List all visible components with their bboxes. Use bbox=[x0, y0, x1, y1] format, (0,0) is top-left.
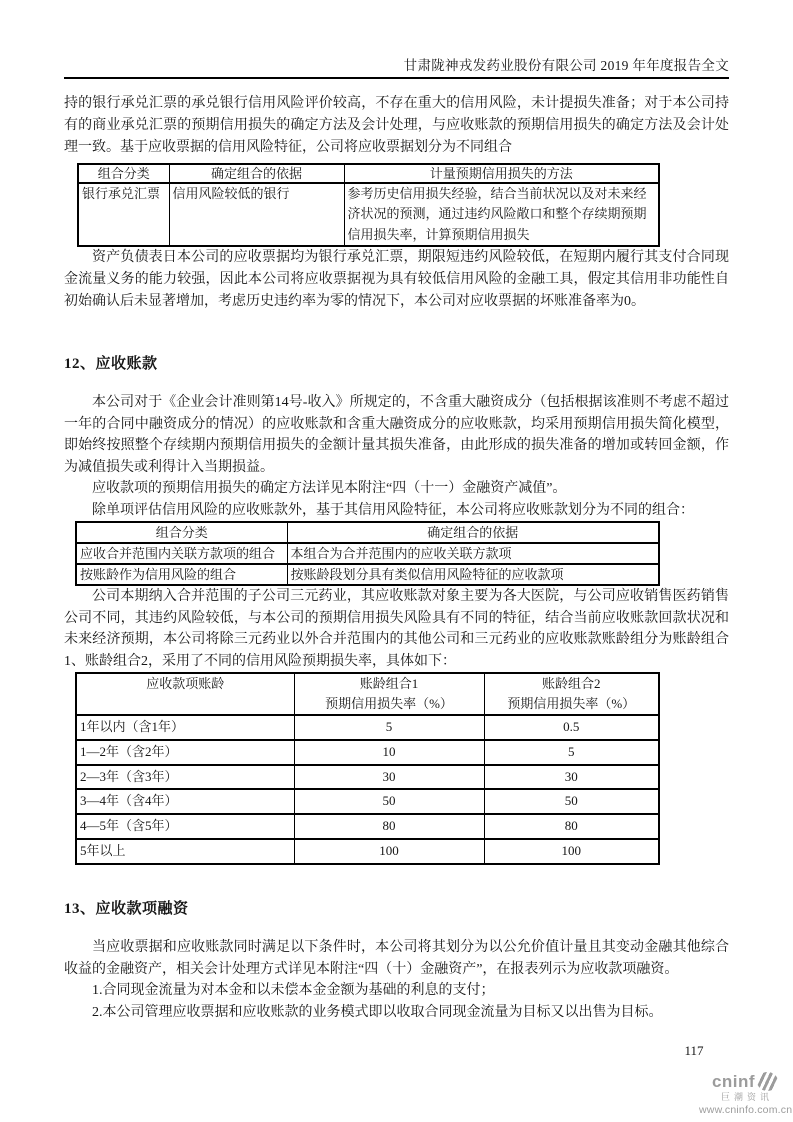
section-heading-13: 13、应收款项融资 bbox=[64, 901, 189, 917]
aging-bucket: 3—4年（含4年） bbox=[76, 789, 294, 814]
aging-group1-label: 账龄组合1 bbox=[359, 676, 419, 691]
paragraph-sanyuan-pharma: 公司本期纳入合并范围的子公司三元药业，其应收账款对象主要为各大医院，与公司应收销售医药销售公司不同，其违约风险较低，与本公司的预期信用损失风险具有不同的特征，结合当前应收账款回款状况和未来经济预期，本公司将除三元药业以外合并范围内的其他公司和三元药业的应收账款账龄组分为账龄组合1、账龄组合2，采用了不同的信用风险预期损失率，具体如下： bbox=[64, 589, 729, 669]
table3-header-group1 bbox=[294, 673, 484, 715]
cninfo-caption: 巨潮资讯 bbox=[720, 1092, 773, 1102]
table-row bbox=[76, 740, 659, 765]
aging-bucket: 4—5年（含5年） bbox=[76, 814, 294, 839]
table-row bbox=[76, 814, 659, 839]
table1-header-portfolio-class: 组合分类 bbox=[78, 164, 169, 183]
cninfo-logo bbox=[699, 1072, 791, 1116]
table3-header-aging: 应收款项账龄 bbox=[76, 673, 294, 715]
table2-cell: 按账龄段划分具有类似信用风险特征的应收款项 bbox=[287, 564, 659, 585]
bills-portfolio-table bbox=[77, 163, 660, 247]
table-row bbox=[76, 543, 659, 564]
table-header-row bbox=[76, 673, 659, 715]
table2-cell: 按账龄作为信用风险的组合 bbox=[76, 564, 287, 585]
page-number: 117 bbox=[684, 1043, 704, 1058]
loss-rate-group1: 50 bbox=[294, 789, 484, 814]
aging-group2-label: 账龄组合2 bbox=[541, 676, 601, 691]
loss-rate-group2: 100 bbox=[484, 839, 659, 864]
aging-bucket: 1年以内（含1年） bbox=[76, 715, 294, 740]
header-rule bbox=[64, 77, 729, 79]
aging-bucket: 5年以上 bbox=[76, 839, 294, 864]
aging-group2-sublabel: 预期信用损失率（%） bbox=[507, 696, 636, 711]
cninfo-url: www.cninfo.com.cn bbox=[699, 1104, 793, 1116]
table-row bbox=[76, 789, 659, 814]
loss-rate-group1: 10 bbox=[294, 740, 484, 765]
table1-cell-basis: 信用风险较低的银行 bbox=[169, 183, 344, 246]
loss-rate-group2: 0.5 bbox=[484, 715, 659, 740]
table-row bbox=[76, 839, 659, 864]
table-header-row bbox=[78, 164, 659, 183]
receivables-portfolio-table bbox=[75, 521, 660, 586]
table1-cell-method: 参考历史信用损失经验，结合当前状况以及对未来经济状况的预测，通过违约风险敞口和整个存续期预期信用损失率，计算预期信用损失 bbox=[344, 183, 659, 246]
aging-bucket: 1—2年（含2年） bbox=[76, 740, 294, 765]
loss-rate-group1: 30 bbox=[294, 765, 484, 790]
cninfo-swirl-globe-icon bbox=[757, 1072, 778, 1091]
loss-rate-group1: 100 bbox=[294, 839, 484, 864]
table-row bbox=[76, 715, 659, 740]
cninfo-brand-text: cninf bbox=[711, 1071, 756, 1091]
paragraph-portfolio-split-intro: 除单项评估信用风险的应收账款外，基于其信用风险特征，本公司将应收账款划分为不同的组合： bbox=[92, 502, 694, 518]
table2-header-portfolio-class: 组合分类 bbox=[76, 522, 287, 543]
table2-cell: 应收合并范围内关联方款项的组合 bbox=[76, 543, 287, 564]
table-row bbox=[76, 564, 659, 585]
loss-rate-group1: 5 bbox=[294, 715, 484, 740]
table-header-row bbox=[76, 522, 659, 543]
table-row bbox=[78, 183, 659, 246]
aging-group1-sublabel: 预期信用损失率（%） bbox=[325, 696, 453, 711]
loss-rate-group2: 80 bbox=[484, 814, 659, 839]
table1-header-basis: 确定组合的依据 bbox=[169, 164, 344, 183]
loss-rate-group2: 5 bbox=[484, 740, 659, 765]
paragraph-receivables-financing: 当应收票据和应收账款同时满足以下条件时，本公司将其划分为以公允价值计量且其变动金融其他综合收益的金融资产，相关会计处理方式详见本附注“四（十）金融资产”，在报表列示为应收款项融资。 bbox=[64, 940, 729, 977]
aging-bucket: 2—3年（含3年） bbox=[76, 765, 294, 790]
loss-rate-group2: 50 bbox=[484, 789, 659, 814]
section13-paragraph-block bbox=[64, 937, 729, 1023]
loss-rate-group2: 30 bbox=[484, 765, 659, 790]
paragraph-balance-sheet-notes: 资产负债表日本公司的应收票据均为银行承兑汇票，期限短违约风险较低，在短期内履行其支付合同现金流量义务的能力较强，因此本公司将应收票据视为具有较低信用风险的金融工具，假定其信用非功能性自初始确认后未显著增加，考虑历史违约率为零的情况下，本公司对应收票据的坏账准备率为0。 bbox=[64, 250, 729, 309]
section-heading-12: 12、应收账款 bbox=[64, 356, 158, 372]
paragraph-note-reference: 应收款项的预期信用损失的确定方法详见本附注“四（十一）金融资产减值”。 bbox=[92, 481, 567, 497]
condition-item-2: 2.本公司管理应收票据和应收账款的业务模式即以收取合同现金流量为目标又以出售为目标。 bbox=[92, 1004, 663, 1020]
paragraph-bank-acceptance-risk: 持的银行承兑汇票的承兑银行信用风险评价较高，不存在重大的信用风险，未计提损失准备；对于本公司持有的商业承兑汇票的预期信用损失的确定方法及会计处理，与应收账款的预期信用损失的确定方法及会计处理一致。基于应收票据的信用风险特征，公司将应收票据划分为不同组合 bbox=[64, 96, 729, 155]
table1-cell-class: 银行承兑汇票 bbox=[78, 183, 169, 246]
table-row bbox=[76, 765, 659, 790]
table2-header-basis: 确定组合的依据 bbox=[287, 522, 659, 543]
paragraph-expected-credit-loss-model: 本公司对于《企业会计准则第14号-收入》所规定的，不含重大融资成分（包括根据该准则不考虑不超过一年的合同中融资成分的情况）的应收账款和含重大融资成分的应收账款，均采用预期信用损失简化模型，即始终按照整个存续期内预期信用损失的金额计量其损失准备，由此形成的损失准备的增加或转回金额，作为减值损失或利得计入当期损益。 bbox=[64, 395, 729, 475]
condition-item-1: 1.合同现金流量为对本金和以未偿本金金额为基础的利息的支付； bbox=[92, 983, 495, 999]
section12-paragraph-block bbox=[64, 392, 729, 522]
table3-header-group2 bbox=[484, 673, 659, 715]
table1-header-method: 计量预期信用损失的方法 bbox=[344, 164, 659, 183]
page-header-title: 甘肃陇神戎发药业股份有限公司 2019 年年度报告全文 bbox=[403, 58, 729, 73]
aging-loss-rate-table bbox=[75, 672, 660, 865]
cninfo-brand-row bbox=[699, 1072, 791, 1091]
table2-cell: 本组合为合并范围内的应收关联方款项 bbox=[287, 543, 659, 564]
loss-rate-group1: 80 bbox=[294, 814, 484, 839]
